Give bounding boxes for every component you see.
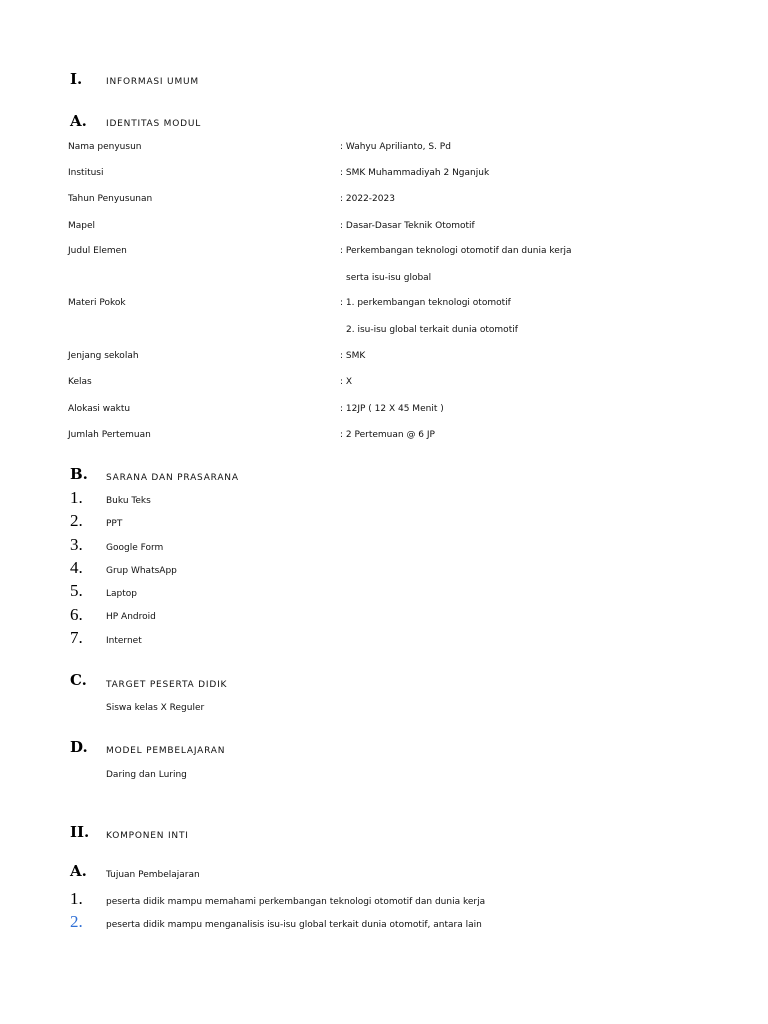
subsection-letter: A. xyxy=(70,112,87,130)
subsection-letter: D. xyxy=(70,738,88,756)
identitas-value-continued: 2. isu-isu global terkait dunia otomotif xyxy=(346,325,518,335)
identitas-label: Jumlah Pertemuan xyxy=(68,430,151,440)
identitas-value: : Wahyu Aprilianto, S. Pd xyxy=(340,142,451,152)
list-item: HP Android xyxy=(106,612,156,622)
identitas-label: Mapel xyxy=(68,221,96,231)
list-item: Google Form xyxy=(106,543,164,553)
identitas-value: : SMK xyxy=(340,351,366,361)
list-number: 7. xyxy=(70,628,83,647)
list-item: PPT xyxy=(106,519,123,529)
list-item: Buku Teks xyxy=(106,496,151,506)
subsection-title: IDENTITAS MODUL xyxy=(106,119,202,129)
identitas-value: : Dasar-Dasar Teknik Otomotif xyxy=(340,221,475,231)
identitas-label: Materi Pokok xyxy=(68,298,126,308)
list-number: 3. xyxy=(70,535,83,554)
section-title: KOMPONEN INTI xyxy=(106,831,189,841)
list-item: Laptop xyxy=(106,589,137,599)
identitas-label: Tahun Penyusunan xyxy=(68,194,153,204)
subsection-letter: C. xyxy=(70,671,87,689)
list-item: Internet xyxy=(106,636,142,646)
list-number: 4. xyxy=(70,558,83,577)
section-title: INFORMASI UMUM xyxy=(106,77,199,87)
subsection-letter: B. xyxy=(70,465,88,483)
section-number: I. xyxy=(70,70,83,88)
identitas-value: : Perkembangan teknologi otomotif dan dunia kerja xyxy=(340,246,572,256)
list-number: 6. xyxy=(70,605,83,624)
identitas-label: Nama penyusun xyxy=(68,142,142,152)
list-number: 2. xyxy=(70,912,83,931)
identitas-label: Institusi xyxy=(68,168,104,178)
identitas-label: Kelas xyxy=(68,377,92,387)
identitas-label: Alokasi waktu xyxy=(68,404,131,414)
identitas-label: Jenjang sekolah xyxy=(68,351,139,361)
subsection-title: TARGET PESERTA DIDIK xyxy=(106,680,228,690)
subsection-letter: A. xyxy=(70,862,87,880)
identitas-value: : SMK Muhammadiyah 2 Nganjuk xyxy=(340,168,490,178)
list-item: peserta didik mampu menganalisis isu-isu global terkait dunia otomotif, antara lain xyxy=(106,920,482,930)
identitas-value: : 1. perkembangan teknologi otomotif xyxy=(340,298,511,308)
list-number: 1. xyxy=(70,889,83,908)
subsection-title: SARANA DAN PRASARANA xyxy=(106,473,239,483)
identitas-value: : 12JP ( 12 X 45 Menit ) xyxy=(340,404,444,414)
identitas-value-continued: serta isu-isu global xyxy=(346,273,432,283)
identitas-value: : X xyxy=(340,377,353,387)
list-number: 5. xyxy=(70,581,83,600)
subsection-title: Tujuan Pembelajaran xyxy=(106,870,200,880)
identitas-label: Judul Elemen xyxy=(68,246,127,256)
list-number: 1. xyxy=(70,488,83,507)
list-item: Grup WhatsApp xyxy=(106,566,177,576)
section-text: Daring dan Luring xyxy=(106,770,187,780)
subsection-title: MODEL PEMBELAJARAN xyxy=(106,746,226,756)
identitas-value: : 2022-2023 xyxy=(340,194,395,204)
section-number: II. xyxy=(70,823,90,841)
identitas-value: : 2 Pertemuan @ 6 JP xyxy=(340,430,435,440)
section-text: Siswa kelas X Reguler xyxy=(106,703,205,713)
list-number: 2. xyxy=(70,511,83,530)
list-item: peserta didik mampu memahami perkembangan teknologi otomotif dan dunia kerja xyxy=(106,897,486,907)
